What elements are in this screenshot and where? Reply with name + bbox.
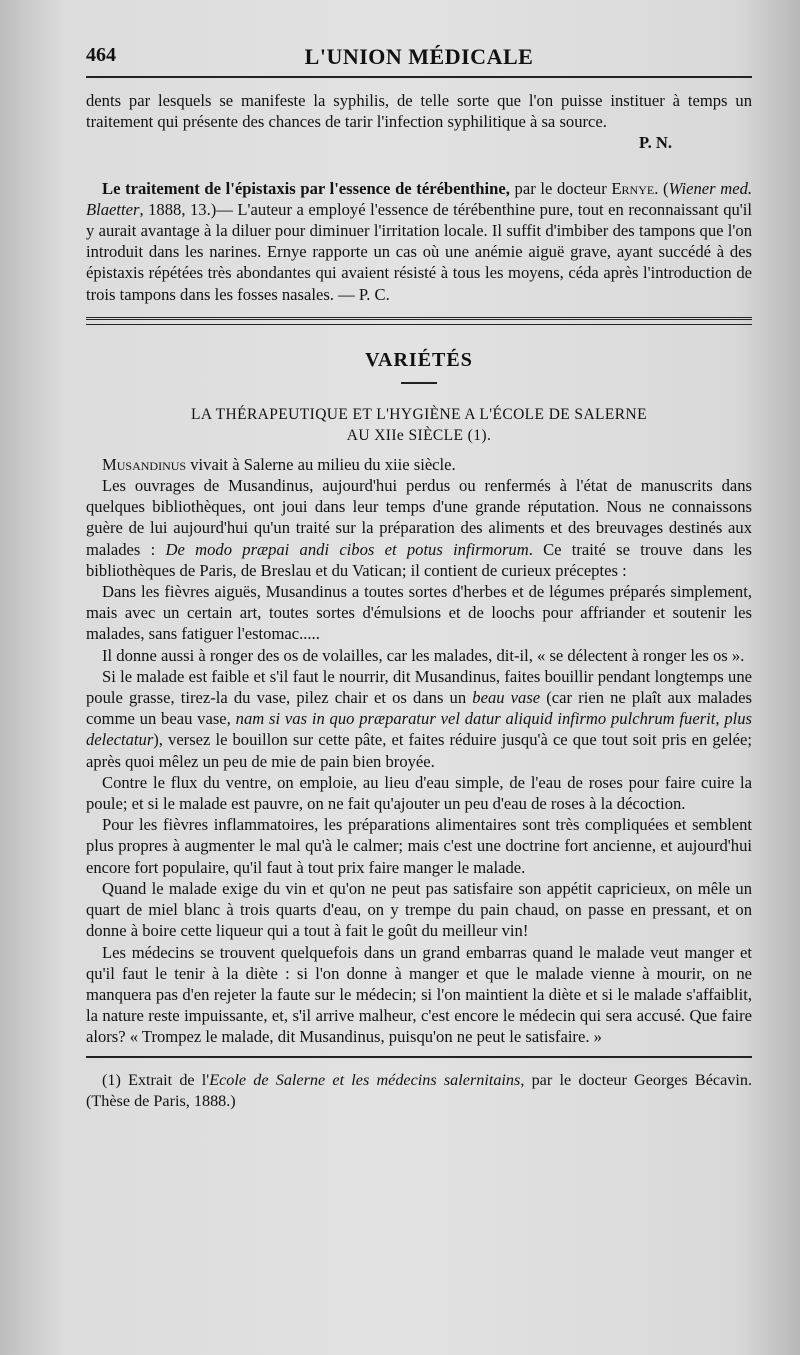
intro-signature: P. N. bbox=[638, 133, 672, 153]
epistaxis-text-2: . ( bbox=[654, 178, 669, 198]
paragraph-5-text-a: Si le malade est faible et s'il faut le nourrir, dit Musandinus, faites bouillir pendant longtemps une poule grasse, tirez-la du vase, pilez chair et os dans un bbox=[86, 666, 752, 708]
paragraph-3: Dans les fièvres aiguës, Musandinus a toutes sortes d'herbes et de légumes préparés simplement, mais avec un certain art, toutes sortes d'émulsions et de loochs pour affriander et soutenir les malades, sans fatiguer l'estomac..... bbox=[86, 582, 752, 644]
paragraph-8: Quand le malade exige du vin et qu'on ne peut pas satisfaire son appétit capricieux, on mêle un quart de miel blanc à trois quarts d'eau, on y trempe du pain chaud, on passe en pressant, et on donne à boire cette liqueur qui a tout à fait le goût du meilleur vin! bbox=[86, 878, 752, 941]
title-dash bbox=[401, 382, 437, 384]
paragraph-5-latin-2: nam si vas in quo præparatur vel datur aliquid infirmo pulchrum fuerit, plus delectatur bbox=[86, 709, 752, 750]
paragraph-4: Il donne aussi à ronger des os de volailles, car les malades, dit-il, « se délectent à ronger les os ». bbox=[102, 645, 745, 665]
paragraph-2-latin: De modo præpai andi cibos et potus infirmorum bbox=[165, 539, 529, 559]
paragraph-1-text: vivait à Salerne au milieu du xiie siècle. bbox=[186, 454, 456, 474]
page-header bbox=[86, 38, 752, 76]
paragraph-5-latin-1: beau vase bbox=[472, 688, 541, 708]
article-title-line-1: LA THÉRAPEUTIQUE ET L'HYGIÈNE A L'ÉCOLE DE SALERNE bbox=[191, 405, 647, 423]
footnote-rule bbox=[86, 1056, 752, 1058]
page-number: 464 bbox=[86, 44, 116, 66]
paragraph-2 bbox=[86, 475, 752, 581]
section-title: VARIÉTÉS bbox=[365, 348, 473, 371]
paragraph-5-text-c: ), versez le bouillon sur cette pâte, et faites réduire jusqu'à ce que tout soit pris en gelée; après quoi mêlez un peu de mie de pain bien broyée. bbox=[86, 730, 752, 771]
paragraph-2-text-b: . Ce traité se trouve dans les bibliothèques de Paris, de Breslau et du Vatican; il contient de curieux préceptes : bbox=[86, 539, 753, 580]
section-divider bbox=[86, 317, 752, 325]
paragraph-7: Pour les fièvres inflammatoires, les préparations alimentaires sont très compliquées et semblent plus propres à augmenter le mal qu'à le calmer; mais c'est une doctrine fort ancienne, et aujourd'hui encore fort populaire, qu'il faut à tout prix faire manger le malade. bbox=[86, 815, 752, 877]
epistaxis-text-1: par le docteur bbox=[509, 178, 612, 198]
header-rule bbox=[86, 76, 752, 78]
footnote-text bbox=[86, 1070, 752, 1112]
page-content bbox=[86, 38, 752, 1112]
footnote-text-a: (1) Extrait de l' bbox=[102, 1070, 210, 1089]
footnote-title: Ecole de Salerne et les médecins salernitains bbox=[209, 1070, 521, 1089]
epistaxis-author: Ernye bbox=[611, 178, 655, 198]
paragraph-5 bbox=[86, 666, 752, 772]
epistaxis-source: Wiener med. Blaetter bbox=[86, 178, 753, 219]
epistaxis-text-3: , 1888, 13.)— L'auteur a employé l'essence de térébenthine pure, tout en reconnaissant qu'il y aurait avantage à la diluer pour diminuer l'irritation locale. Il suffit d'imbiber des tampons que l'on introduit dans les narines. Ernye rapporte un cas où une anémie aiguë grave, ayant succédé à des épistaxis répétées très abondantes qui avaient résisté à tous les moyens, céda après l'introduction de trois tampons dans les fosses nasales. — P. C. bbox=[86, 199, 752, 304]
article-title-line-2: AU XIIe SIÈCLE (1). bbox=[346, 426, 492, 444]
paragraph-1 bbox=[86, 454, 752, 475]
epistaxis-paragraph bbox=[86, 178, 752, 305]
footnote-text-b: , par le docteur Georges Bécavin. (Thèse de Paris, 1888.) bbox=[86, 1070, 752, 1110]
paragraph-2-text-a: Les ouvrages de Musandinus, aujourd'hui perdus ou renfermés à l'état de manuscrits dans quelques bibliothèques, ont joui dans leur temps d'une grande réputation. Nous ne connaissons guère de lui aujourd'hui qu'un traité sur la préparation des aliments et des breuvages destinés aux malades : bbox=[86, 476, 752, 559]
paragraph-5-text-b: (car rien ne plaît aux malades comme un beau vase, bbox=[86, 688, 752, 729]
paragraph-6: Contre le flux du ventre, on emploie, au lieu d'eau simple, de l'eau de roses pour faire cuire la poule; et si le malade est pauvre, on ne fait qu'ajouter un peu d'eau de roses à la décoction. bbox=[86, 772, 752, 814]
epistaxis-title: Le traitement de l'épistaxis par l'essence de térébenthine, bbox=[102, 178, 510, 198]
paragraph-9: Les médecins se trouvent quelquefois dans un grand embarras quand le malade veut manger et qu'il faut le tenir à la diète : si l'on donne à manger et que le malade vienne à mourir, on ne manquera pas d'en rejeter la faute sur le médecin; si l'on maintient la diète et si le malade s'affaiblit, la nature reste impuissante, et, s'il arrive malheur, c'est encore le médecin qui sera accusé. Que faire alors? « Trompez le malade, dit Musandinus, puisqu'on ne peut le satisfaire. » bbox=[86, 942, 752, 1047]
footnote bbox=[86, 1070, 752, 1112]
paragraph-1-name: Musandinus bbox=[102, 454, 187, 474]
running-title: L'UNION MÉDICALE bbox=[304, 44, 534, 69]
intro-paragraph: dents par lesquels se manifeste la syphilis, de telle sorte que l'on puisse instituer à temps un traitement qui présente des chances de tarir l'infection syphilitique à sa source. bbox=[86, 91, 752, 132]
